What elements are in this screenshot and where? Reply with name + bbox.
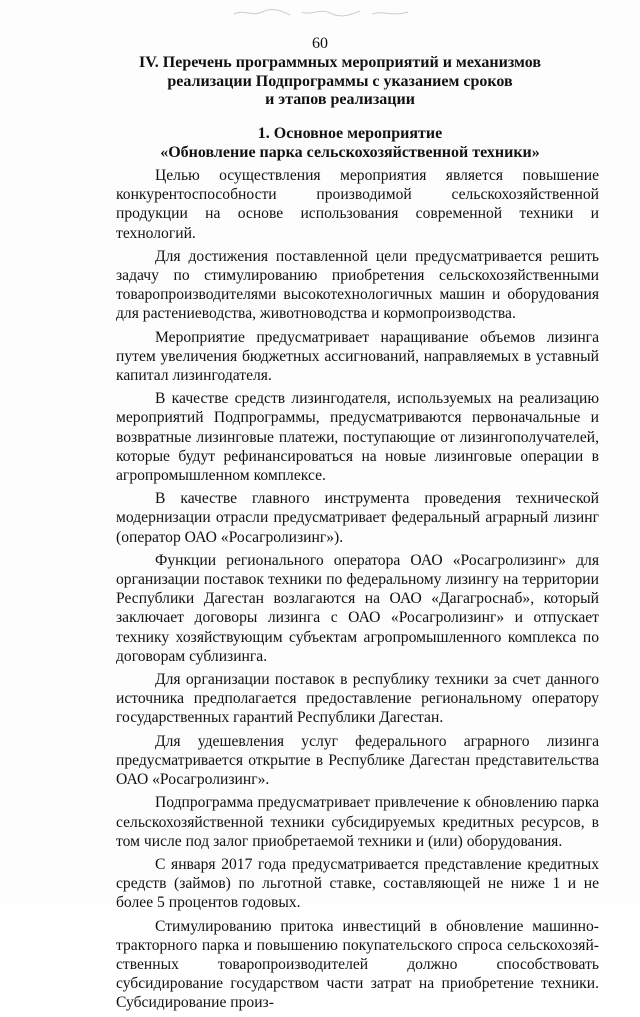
paragraph: В качестве главного инструмента проведения технической модернизации отрасли предусматривает федеральный аграрный лизинг (оператор ОАО «Росагролизинг»). <box>116 490 599 546</box>
paragraph: Функции регионального оператора ОАО «Росагролизинг» для организации поставок техники по федеральному лизингу на территории Республики Дагестан возлагаются на ОАО «Дагагроснаб», который заключает договоры лизинга с ОАО «Росагролизинг» и отпускает технику хозяйствующим субъектам агропромышленного комплекса по договорам сублизинга. <box>116 551 599 665</box>
section-title-line: реализации Подпрограммы с указанием сроков <box>167 72 513 90</box>
scan-stamp-mark <box>232 6 412 20</box>
paragraph: В качестве средств лизингодателя, используемых на реализацию мероприятий Подпрограммы, предусматриваются первоначальные и возвратные лизинговые платежи, поступающие от лизингополучателей, которые будут рефинансироваться на новые лизинговые операции в агропромышленном комплексе. <box>116 390 599 485</box>
subsection-title <box>150 124 550 162</box>
paragraph: Целью осуществления мероприятия является повышение конкурентоспособности производимой сельскохозяйственной продукции на основе использования современной техники и технологий. <box>116 167 599 242</box>
paragraph: Мероприятие предусматривает наращивание объемов лизинга путем увеличения бюджетных ассигнований, направляемых в уставный капитал лизингодателя. <box>116 328 599 385</box>
page-number: 60 <box>312 35 328 52</box>
section-title-line: и этапов реализации <box>265 91 415 108</box>
body-text <box>116 166 599 1017</box>
paragraph: Для достижения поставленной цели предусматривается решить задачу по стимулированию приобретения сельскохозяйственными товаропроизводителями высокотехнологичных машин и оборудования для растениеводства, животноводства и кормопроизводства. <box>116 247 599 323</box>
paragraph: Подпрограмма предусматривает привлечение к обновлению парка сельскохозяйственной техники субсидируемых кредитных ресурсов, в том числе под залог приобретаемой техники и (или) оборудования. <box>116 794 599 850</box>
subsection-title-line: «Обновление парка сельскохозяйственной техники» <box>160 144 540 161</box>
subsection-title-line: 1. Основное мероприятие <box>257 125 443 142</box>
section-title <box>120 54 560 110</box>
paragraph: Для организации поставок в республику техники за счет данного источника предполагается предоставление региональному оператору государственных гарантий Республики Дагестан. <box>116 671 599 727</box>
section-title-line: IV. Перечень программных мероприятий и механизмов <box>139 54 541 71</box>
paragraph: С января 2017 года предусматривается представление кредитных средств (займов) по льготной ставке, составляющей не ниже 1 и не более 5 процентов годовых. <box>116 855 599 912</box>
paragraph: Стимулированию притока инвестиций в обновление машинно-тракторного парка и повышению покупательского спроса сельскохозяйственных товаропроизводителей должно способствовать субсидирование государством части затрат на приобретение техники. Субсидирование произ- <box>116 917 599 1012</box>
paragraph: Для удешевления услуг федерального аграрного лизинга предусматривается открытие в Республике Дагестан представительства ОАО «Росагролизинг». <box>116 732 599 789</box>
